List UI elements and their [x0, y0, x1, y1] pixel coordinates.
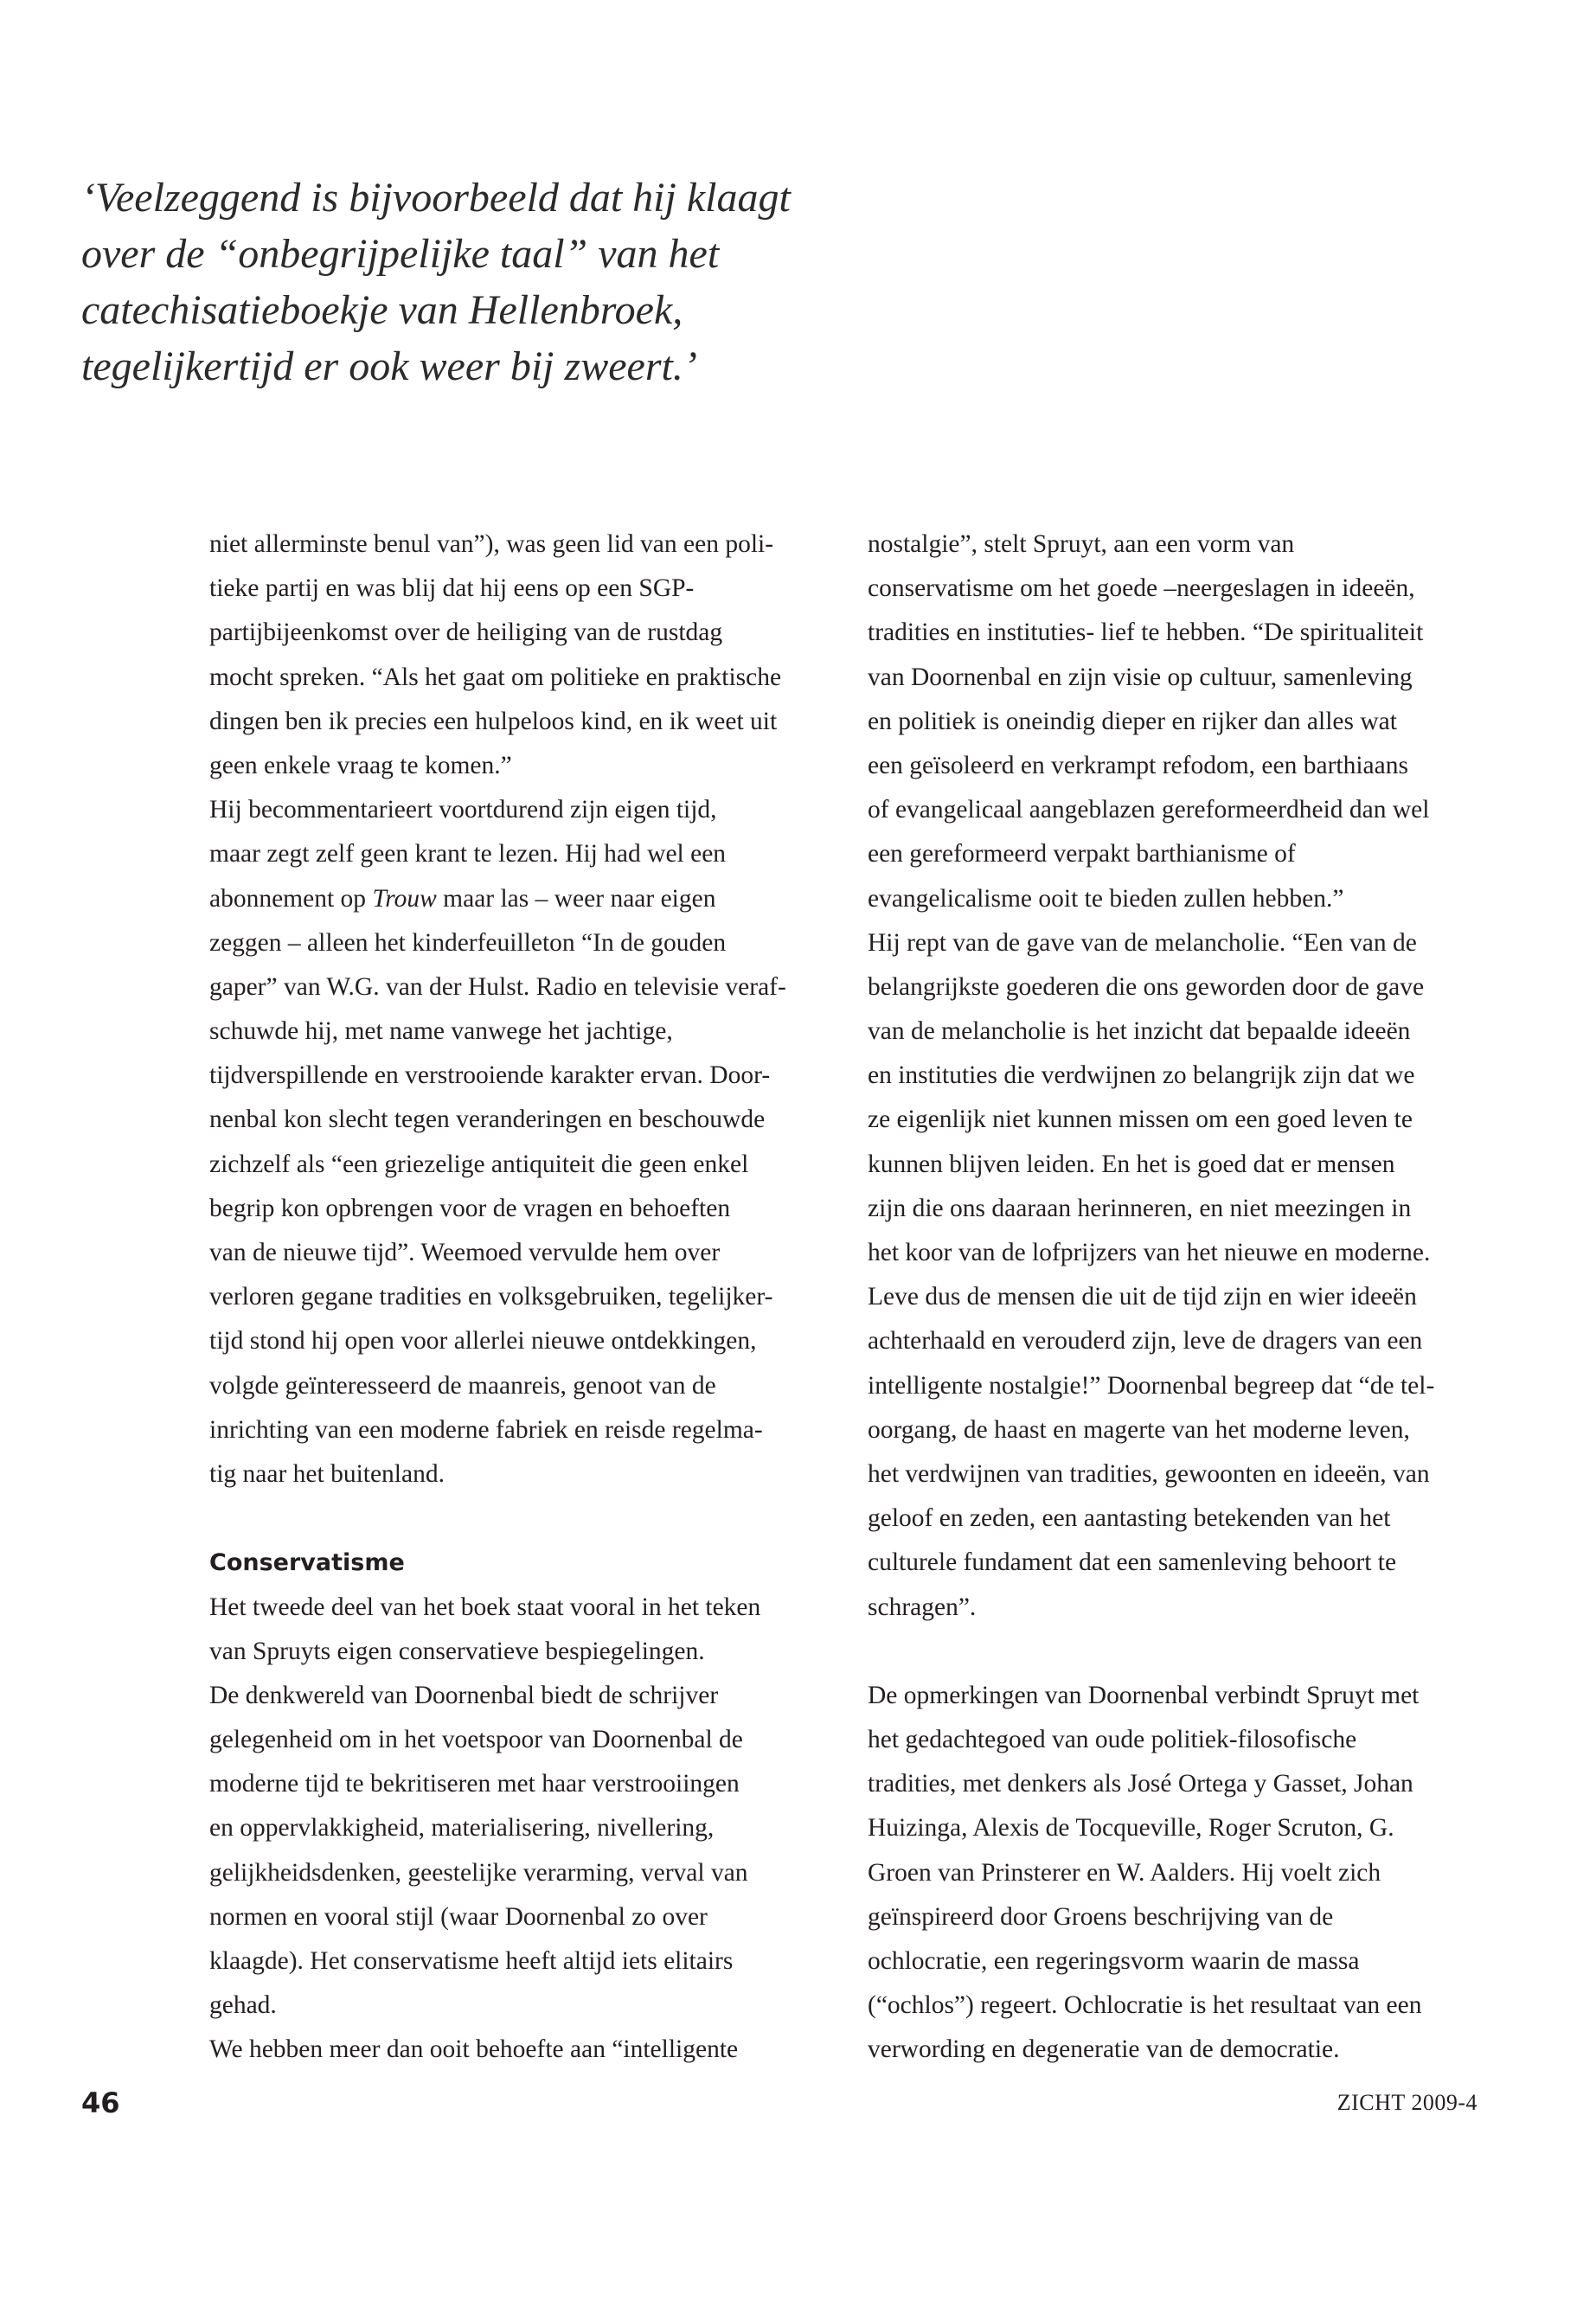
body-line: We hebben meer dan ooit behoefte aan “intelligente — [209, 2035, 739, 2064]
body-line: verloren gegane tradities en volksgebruiken, tegelijker- — [209, 1283, 773, 1311]
paragraph-gap — [209, 1497, 849, 1541]
body-line: tieke partij en was blij dat hij eens op een SGP- — [209, 574, 695, 603]
body-line: kunnen blijven leiden. En het is goed dat er mensen — [868, 1150, 1395, 1178]
body-line: tijd stond hij open voor allerlei nieuwe ontdekkingen, — [209, 1327, 757, 1356]
body-line: oorgang, de haast en magerte van het moderne leven, — [868, 1415, 1410, 1444]
body-line: van Spruyts eigen conservatieve bespiegelingen. — [209, 1637, 705, 1665]
body-line: moderne tijd te bekritiseren met haar verstrooiingen — [209, 1770, 740, 1798]
body-line: nostalgie”, stelt Spruyt, aan een vorm van — [868, 530, 1295, 558]
body-line: en oppervlakkigheid, materialisering, nivellering, — [209, 1814, 715, 1843]
body-line: volgde geïnteresseerd de maanreis, genoot van de — [209, 1371, 716, 1400]
body-line: schuwde hij, met name vanwege het jachtige, — [209, 1017, 673, 1046]
body-line: of evangelicaal aangeblazen gereformeerdheid dan wel — [868, 796, 1430, 824]
body-line: maar zegt zelf geen krant te lezen. Hij had wel een — [209, 840, 727, 868]
body-line: Huizinga, Alexis de Tocqueville, Roger Scruton, G. — [868, 1814, 1394, 1843]
body-line: gehad. — [209, 1991, 277, 2020]
body-line: culturele fundament dat een samenleving behoort te — [868, 1548, 1397, 1577]
body-line: mocht spreken. “Als het gaat om politieke en praktische — [209, 663, 782, 691]
pull-quote-line: over de “onbegrijpelijke taal” van het — [81, 231, 720, 277]
body-line: het verdwijnen van tradities, gewoonten en ideeën, van — [868, 1459, 1430, 1488]
body-line: geen enkele vraag te komen.” — [209, 751, 512, 779]
body-line: zeggen – alleen het kinderfeuilleton “In de gouden — [209, 928, 727, 957]
body-line: normen en vooral stijl (waar Doornenbal zo over — [209, 1902, 708, 1931]
body-line: Groen van Prinsterer en W. Aalders. Hij voelt zich — [868, 1858, 1381, 1887]
body-line: ochlocratie, een regeringsvorm waarin de massa — [868, 1947, 1360, 1975]
page-number: 46 — [81, 2086, 120, 2119]
body-line: ze eigenlijk niet kunnen missen om een goed leven te — [868, 1106, 1413, 1134]
body-line: De opmerkingen van Doornenbal verbindt Spruyt met — [868, 1681, 1420, 1709]
body-line: niet allerminste benul van”), was geen lid van een poli- — [209, 530, 774, 558]
body-line: Leve dus de mensen die uit de tijd zijn en wier ideeën — [868, 1283, 1417, 1311]
body-text: maar las – weer naar eigen — [436, 884, 716, 913]
body-line: en politiek is oneindig dieper en rijker dan alles wat — [868, 707, 1397, 735]
right-column — [868, 522, 1508, 2073]
body-line: achterhaald en verouderd zijn, leve de dragers van een — [868, 1327, 1423, 1356]
body-line: een geïsoleerd en verkrampt refodom, een barthiaans — [868, 751, 1408, 779]
body-line: geïnspireerd door Groens beschrijving van de — [868, 1902, 1334, 1931]
body-line-trouw — [209, 877, 849, 921]
body-line: gaper” van W.G. van der Hulst. Radio en televisie veraf- — [209, 972, 786, 1001]
body-line: inrichting van een moderne fabriek en reisde regelma- — [209, 1415, 763, 1444]
body-line: tradities en instituties- lief te hebben. “De spiritualiteit — [868, 619, 1424, 647]
journal-issue: ZICHT 2009-4 — [1336, 2090, 1477, 2115]
body-line: belangrijkste goederen die ons geworden door de gave — [868, 972, 1425, 1001]
body-line: zichzelf als “een griezelige antiquiteit die geen enkel — [209, 1150, 749, 1178]
pull-quote-line: catechisatieboekje van Hellenbroek, — [81, 287, 683, 333]
body-line: tig naar het buitenland. — [209, 1459, 445, 1488]
body-line: evangelicalisme ooit te bieden zullen hebben.” — [868, 884, 1344, 913]
body-line: (“ochlos”) regeert. Ochlocratie is het resultaat van een — [868, 1991, 1422, 2020]
body-line: zijn die ons daaraan herinneren, en niet meezingen in — [868, 1194, 1412, 1222]
body-line: gelegenheid om in het voetspoor van Doornenbal de — [209, 1726, 743, 1754]
pull-quote-line: tegelijkertijd er ook weer bij zweert.’ — [81, 343, 697, 389]
body-line: het koor van de lofprijzers van het nieuwe en moderne. — [868, 1239, 1431, 1266]
body-line: dingen ben ik precies een hulpeloos kind, en ik weet uit — [209, 707, 778, 735]
body-line: verwording en degeneratie van de democratie. — [868, 2035, 1340, 2064]
body-line: Hij becommentarieert voortdurend zijn eigen tijd, — [209, 796, 717, 824]
body-line: van de nieuwe tijd”. Weemoed vervulde hem over — [209, 1239, 721, 1266]
body-line: een gereformeerd verpakt barthianisme of — [868, 840, 1296, 868]
body-text: abonnement op — [209, 884, 373, 913]
paragraph-gap — [868, 1630, 1508, 1674]
body-line: geloof en zeden, een aantasting betekenden van het — [868, 1504, 1391, 1533]
body-line: het gedachtegoed van oude politiek-filosofische — [868, 1726, 1357, 1754]
body-line: Hij rept van de gave van de melancholie. “Een van de — [868, 928, 1417, 957]
pull-quote-line: ‘Veelzeggend is bijvoorbeeld dat hij klaagt — [81, 175, 791, 221]
body-line: intelligente nostalgie!” Doornenbal begreep dat “de tel- — [868, 1371, 1435, 1400]
body-line: conservatisme om het goede –neergeslagen in ideeën, — [868, 574, 1415, 603]
left-column — [209, 522, 849, 2073]
body-line: van Doornenbal en zijn visie op cultuur, samenleving — [868, 663, 1413, 691]
pull-quote — [81, 170, 946, 394]
body-line: en instituties die verdwijnen zo belangrijk zijn dat we — [868, 1061, 1415, 1090]
newspaper-title: Trouw — [372, 884, 437, 913]
body-line: van de melancholie is het inzicht dat bepaalde ideeën — [868, 1017, 1411, 1046]
body-line: nenbal kon slecht tegen veranderingen en beschouwde — [209, 1106, 766, 1134]
body-line: Het tweede deel van het boek staat vooral in het teken — [209, 1593, 761, 1621]
body-line: klaagde). Het conservatisme heeft altijd iets elitairs — [209, 1947, 734, 1975]
body-line: tradities, met denkers als José Ortega y Gasset, Johan — [868, 1770, 1413, 1798]
section-heading: Conservatisme — [209, 1549, 405, 1577]
body-line: begrip kon opbrengen voor de vragen en behoeften — [209, 1194, 731, 1222]
body-line: gelijkheidsdenken, geestelijke verarming, verval van — [209, 1858, 748, 1887]
body-line: partijbijeenkomst over de heiliging van de rustdag — [209, 619, 723, 647]
body-line: schragen”. — [868, 1593, 977, 1621]
body-line: De denkwereld van Doornenbal biedt de schrijver — [209, 1681, 719, 1709]
body-line: tijdverspillende en verstrooiende karakter ervan. Door- — [209, 1061, 771, 1090]
